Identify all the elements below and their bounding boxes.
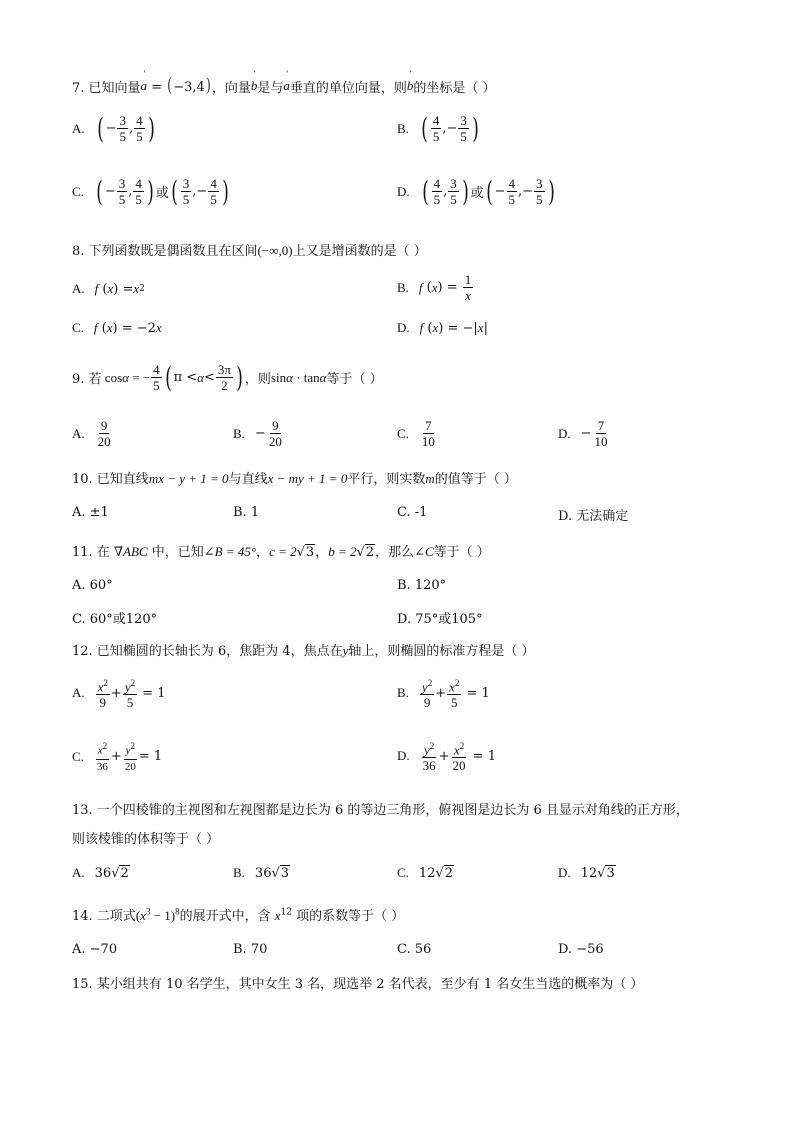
- q11-option-b: B. 120°: [397, 578, 447, 593]
- q9-option-c: C. $\frac{7}{10}$: [397, 418, 435, 449]
- q13-option-d: D. 12 √ 3: [558, 865, 615, 881]
- q9-option-b: B. − $\frac{9}{20}$: [233, 418, 282, 449]
- question-10: 10. 已知直线mx − y + 1 = 0与直线x − my + 1 = 0平行，则实数m的值等于（ ）: [72, 471, 517, 487]
- question-8: 8. 下列函数既是偶函数且在区间(−∞,0)上又是增函数的是（ ）: [72, 243, 427, 259]
- q9-option-a: A. $\frac{9}{20}$: [72, 418, 111, 449]
- q13-option-a: A. 36 √ 2: [72, 865, 129, 881]
- question-12: 12. 已知椭圆的长轴长为 6，焦距为 4，焦点在y轴上，则椭圆的标准方程是（ ）: [72, 643, 535, 659]
- q8-option-b: B. f ( x ) = $\frac{1}{x}$: [397, 272, 472, 303]
- q10-option-b: B. 1: [233, 505, 260, 520]
- q7-option-d: D. ( $\frac{4}{5}$ , $\frac{3}{5}$ ) 或 ( − $\frac{4}{5}$ ,− $\frac{3}{5}$ ): [397, 174, 555, 208]
- question-13-line2: 则该棱锥的体积等于（ ）: [72, 832, 220, 847]
- q8-option-a: A. f ( x ) = x 2: [72, 281, 145, 297]
- q8-option-d: D. f ( x ) = −| x |: [397, 320, 488, 336]
- q10-option-a: A. ±1: [72, 505, 109, 520]
- q8-option-c: C. f ( x ) = −2 x: [72, 320, 162, 336]
- question-14: 14. 二项式$(x^3 - 1)^8$的展开式中，含 $x^{12}$ 项的系数等于（ ）: [72, 906, 405, 924]
- q10-option-c: C. -1: [397, 505, 428, 520]
- q7-option-a: A. ( − $\frac{3}{5}$ , $\frac{4}{5}$ ): [72, 111, 155, 145]
- q11-option-c: C. 60°或120°: [72, 612, 158, 627]
- q12-option-d: D. $\frac{y^2}{36}$ + $\frac{x^2}{20}$ = 1: [397, 741, 496, 774]
- q7-option-b: B. ( $\frac{4}{5}$ ,− $\frac{3}{5}$ ): [397, 111, 479, 145]
- vector-a: ' a: [141, 78, 148, 94]
- q13-option-c: C. 12 √ 2: [397, 865, 454, 881]
- q9-option-d: D. − $\frac{7}{10}$: [558, 418, 608, 449]
- question-13-line1: 13. 一个四棱锥的主视图和左视图都是边长为 6 的等边三角形，俯视图是边长为 6 且显示对角线的正方形，: [72, 803, 689, 818]
- q12-option-c: C. $\frac{x^2}{36}$ + $\frac{y^2}{20}$ = 1: [72, 741, 163, 773]
- q12-option-b: B. $\frac{y^2}{9}$ + $\frac{x^2}{5}$ = 1: [397, 678, 490, 711]
- q12-option-a: A. $\frac{x^2}{9}$ + $\frac{y^2}{5}$ = 1: [72, 678, 166, 711]
- q14-option-d: D. −56: [558, 942, 604, 957]
- question-15: 15. 某小组共有 10 名学生，其中女生 3 名，现选举 2 名代表，至少有 1 名女生当选的概率为（ ）: [72, 977, 644, 992]
- q7-option-c: C. ( − $\frac{3}{5}$ , $\frac{4}{5}$ ) 或 ( $\frac{3}{5}$ ,− $\frac{4}{5}$ ): [72, 174, 229, 208]
- q11-option-a: A. 60°: [72, 578, 113, 593]
- q14-option-a: A. −70: [72, 942, 118, 957]
- question-11: 11. 在 ∇ABC 中，已知∠B = 45°，c = 2√3，b = 2√2，那么∠C等于（ ）: [72, 544, 490, 560]
- q14-option-c: C. 56: [397, 942, 432, 957]
- q10-option-d: D. 无法确定: [558, 509, 629, 524]
- q11-option-d: D. 75°或105°: [397, 612, 483, 627]
- q13-option-b: B. 36 √ 3: [233, 865, 290, 881]
- vector-a-value: = (−3,4): [147, 75, 211, 96]
- question-7: 7. 已知向量 ' a = (−3,4) ，向量 ' b 是与 ' a 垂直的单位向量，则 ' b 的坐标是（ ）: [72, 72, 496, 100]
- question-9: 9. 若 cosα = − $\frac{4}{5}$ ( π < α < $\frac{3\pi}{2}$ ) ，则 sinα · tanα 等于（ ）: [72, 360, 383, 394]
- q14-option-b: B. 70: [233, 942, 268, 957]
